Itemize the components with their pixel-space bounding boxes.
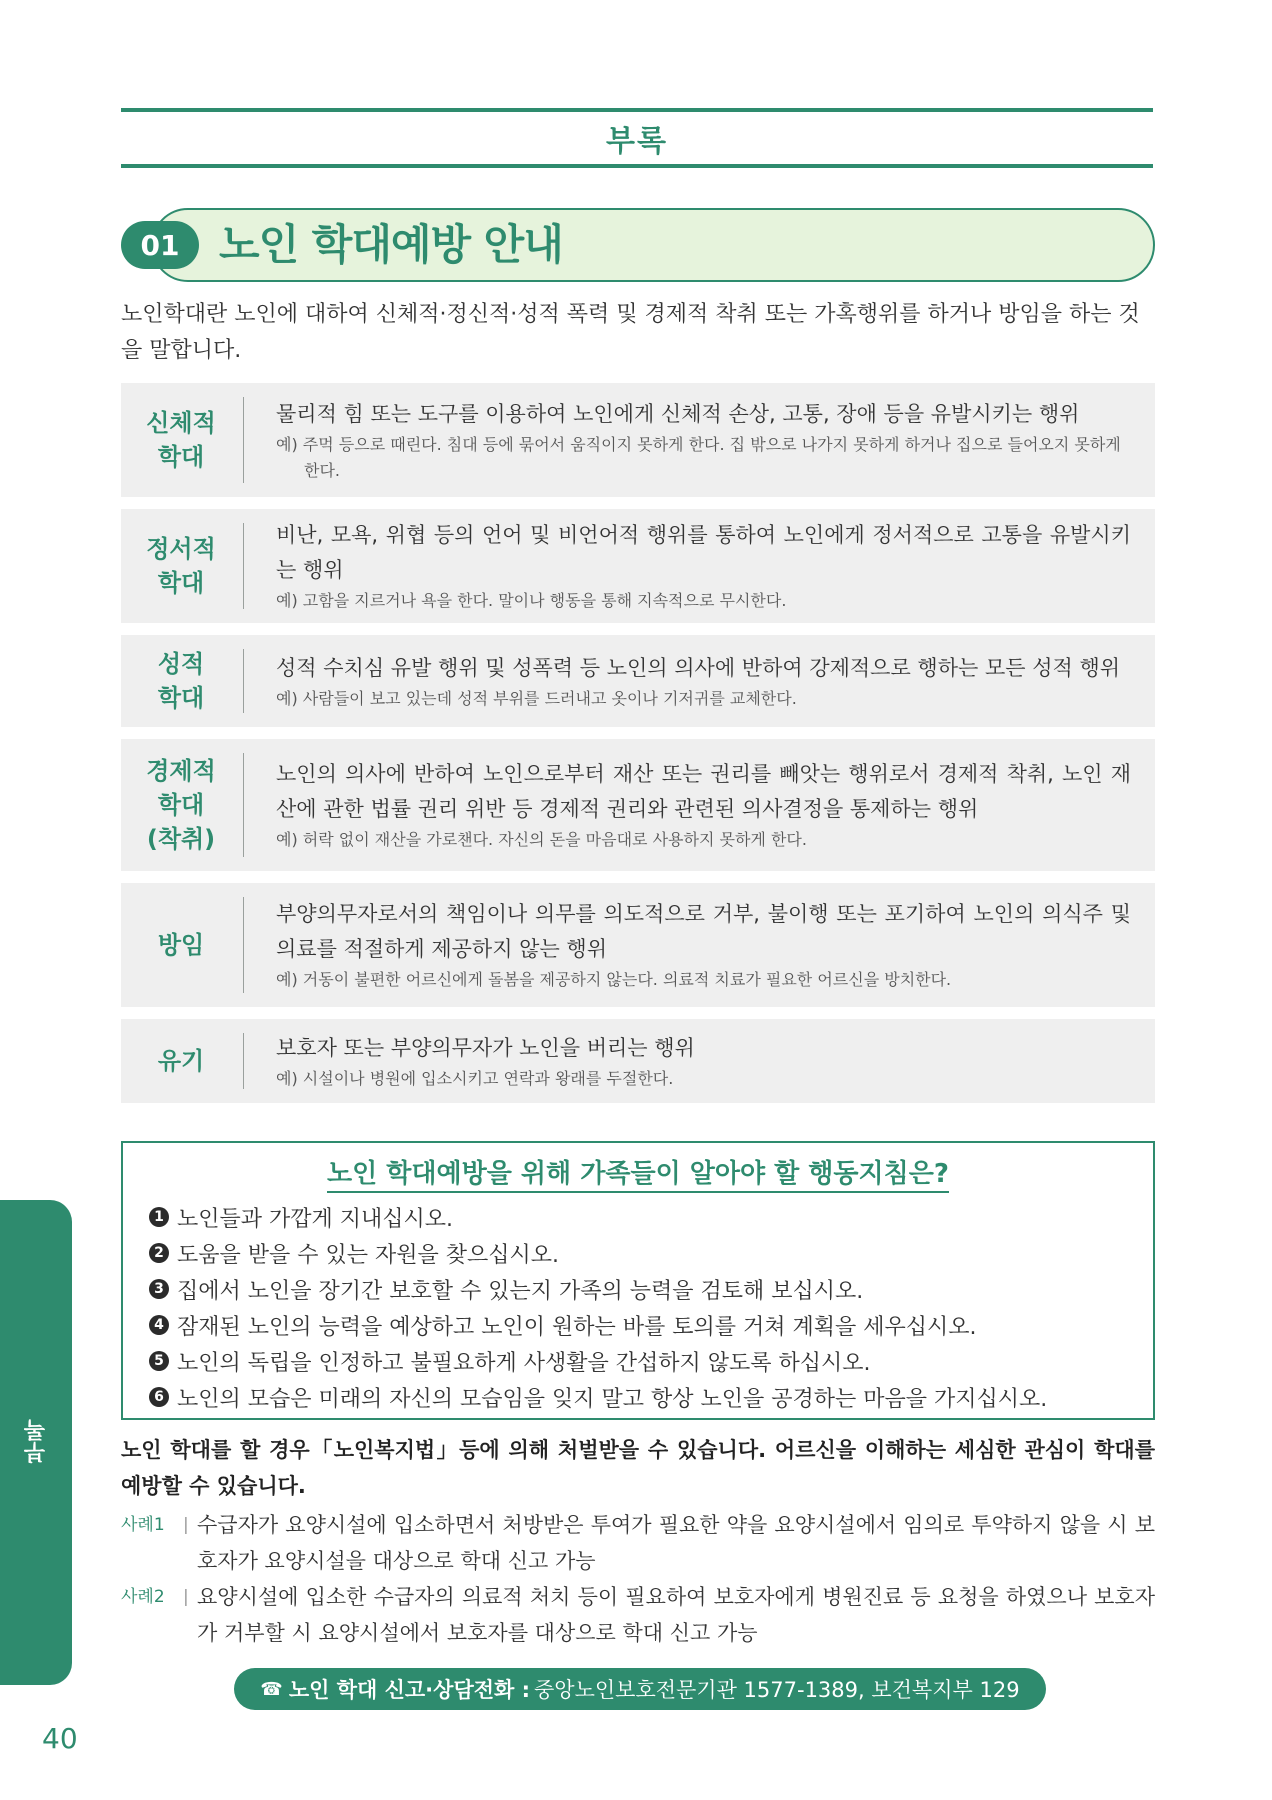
phone-icon: ☎ xyxy=(260,1678,283,1700)
divider xyxy=(243,397,244,483)
number-badge-icon: 3 xyxy=(149,1279,169,1299)
family-guidelines-box xyxy=(121,1141,1155,1420)
legal-warning: 노인 학대를 할 경우「노인복지법」등에 의해 처벌받을 수 있습니다. 어르신을 이해하는 세심한 관심이 학대를 예방할 수 있습니다. xyxy=(121,1438,1155,1498)
guideline-item: 2 도움을 받을 수 있는 자원을 찾으십시오. xyxy=(149,1235,1047,1271)
divider xyxy=(243,897,244,993)
side-tab xyxy=(0,1200,72,1685)
divider xyxy=(243,649,244,713)
section-number-badge: 01 xyxy=(121,221,199,269)
abuse-type-example: 예) 사람들이 보고 있는데 성적 부위를 드러내고 옷이나 기저귀를 교체한다. xyxy=(276,688,797,708)
guidelines-title: 노인 학대예방을 위해 가족들이 알아야 할 행동지침은? xyxy=(123,1153,1153,1190)
abuse-type-example: 예) 거동이 불편한 어르신에게 돌봄을 제공하지 않는다. 의료적 치료가 필요한 어르신을 방치한다. xyxy=(276,970,952,989)
abuse-type-definition: 성적 수치심 유발 행위 및 성폭력 등 노인의 의사에 반하여 강제적으로 행하는 모든 성적 행위 xyxy=(276,655,1121,680)
abuse-type-example: 예) 주먹 등으로 때린다. 침대 등에 묶어서 움직이지 못하게 한다. 집 밖으로 나가지 못하게 하거나 집으로 들어오지 못하게 한다. xyxy=(276,434,1121,480)
divider xyxy=(243,1033,244,1089)
section-title-text: 노인 학대예방 안내 xyxy=(219,220,563,269)
abuse-type-abandonment xyxy=(121,1019,1155,1103)
abuse-type-label: 성적 학대 xyxy=(157,650,205,712)
abuse-type-emotional xyxy=(121,509,1155,623)
side-tab-label: 부록 xyxy=(24,1420,49,1464)
abuse-type-example: 예) 고함을 지르거나 욕을 한다. 말이나 행동을 통해 지속적으로 무시한다. xyxy=(276,591,787,610)
abuse-type-sexual xyxy=(121,635,1155,727)
divider xyxy=(243,523,244,609)
section-title xyxy=(121,208,1155,282)
guideline-item: 3 집에서 노인을 장기간 보호할 수 있는지 가족의 능력을 검토해 보십시오. xyxy=(149,1271,1047,1307)
number-badge-icon: 4 xyxy=(149,1315,169,1335)
abuse-type-label: 정서적 학대 xyxy=(146,535,216,597)
case-item xyxy=(121,1579,1155,1651)
abuse-type-definition: 비난, 모욕, 위협 등의 언어 및 비언어적 행위를 통하여 노인에게 정서적으로 고통을 유발시키는 행위 xyxy=(276,523,1131,582)
guideline-item: 4 잠재된 노인의 능력을 예상하고 노인이 원하는 바를 토의를 거쳐 계획을 세우십시오. xyxy=(149,1307,1047,1343)
intro-paragraph: 노인학대란 노인에 대하여 신체적·정신적·성적 폭력 및 경제적 착취 또는 가혹행위를 하거나 방임을 하는 것을 말합니다. xyxy=(121,302,1140,363)
abuse-type-label: 방임 xyxy=(157,931,205,959)
abuse-type-label: 유기 xyxy=(157,1047,205,1075)
case-separator: | xyxy=(183,1515,189,1535)
number-badge-icon: 1 xyxy=(149,1207,169,1227)
abuse-type-definition: 보호자 또는 부양의무자가 노인을 버리는 행위 xyxy=(276,1035,695,1060)
abuse-type-example: 예) 시설이나 병원에 입소시키고 연락과 왕래를 두절한다. xyxy=(276,1068,674,1088)
divider xyxy=(243,753,244,857)
case-tag: 사례1 xyxy=(121,1515,165,1535)
case-list xyxy=(121,1507,1155,1651)
hotline-banner xyxy=(234,1668,1046,1710)
appendix-label: 부록 xyxy=(606,124,668,159)
appendix-header xyxy=(121,108,1153,168)
abuse-type-definition: 물리적 힘 또는 도구를 이용하여 노인에게 신체적 손상, 고통, 장애 등을 유발시키는 행위 xyxy=(276,401,1080,426)
case-text: 요양시설에 입소한 수급자의 의료적 처치 등이 필요하여 보호자에게 병원진료 등 요청을 하였으나 보호자가 거부할 시 요양시설에서 보호자를 대상으로 학대 신고 가능 xyxy=(197,1585,1155,1645)
number-badge-icon: 5 xyxy=(149,1351,169,1371)
abuse-type-neglect xyxy=(121,883,1155,1007)
abuse-types-list xyxy=(121,383,1155,1115)
abuse-type-label: 신체적 학대 xyxy=(146,409,216,471)
abuse-type-definition: 부양의무자로서의 책임이나 의무를 의도적으로 거부, 불이행 또는 포기하여 노인의 의식주 및 의료를 적절하게 제공하지 않는 행위 xyxy=(276,902,1131,961)
guideline-item: 6 노인의 모습은 미래의 자신의 모습임을 잊지 말고 항상 노인을 공경하는 마음을 가지십시오. xyxy=(149,1379,1047,1415)
case-tag: 사례2 xyxy=(121,1587,165,1607)
page-number: 40 xyxy=(42,1722,78,1755)
case-text: 수급자가 요양시설에 입소하면서 처방받은 투여가 필요한 약을 요양시설에서 임의로 투약하지 않을 시 보호자가 요양시설을 대상으로 학대 신고 가능 xyxy=(197,1513,1155,1573)
number-badge-icon: 2 xyxy=(149,1243,169,1263)
case-item xyxy=(121,1507,1155,1579)
abuse-type-financial xyxy=(121,739,1155,871)
hotline-label: 노인 학대 신고·상담전화 : xyxy=(288,1678,531,1702)
case-separator: | xyxy=(183,1587,189,1607)
abuse-type-example: 예) 허락 없이 재산을 가로챈다. 자신의 돈을 마음대로 사용하지 못하게 한다. xyxy=(276,830,807,849)
guideline-item: 1 노인들과 가깝게 지내십시오. xyxy=(149,1199,1047,1235)
abuse-type-definition: 노인의 의사에 반하여 노인으로부터 재산 또는 권리를 빼앗는 행위로서 경제적 착취, 노인 재산에 관한 법률 권리 위반 등 경제적 권리와 관련된 의사결정을 통제하는 행위 xyxy=(276,762,1131,821)
abuse-type-label: 경제적 학대 (착취) xyxy=(146,757,216,853)
guideline-item: 5 노인의 독립을 인정하고 불필요하게 사생활을 간섭하지 않도록 하십시오. xyxy=(149,1343,1047,1379)
hotline-value: 중앙노인보호전문기관 1577-1389, 보건복지부 129 xyxy=(534,1678,1020,1702)
abuse-type-physical xyxy=(121,383,1155,497)
guidelines-list xyxy=(149,1199,1047,1415)
number-badge-icon: 6 xyxy=(149,1387,169,1407)
